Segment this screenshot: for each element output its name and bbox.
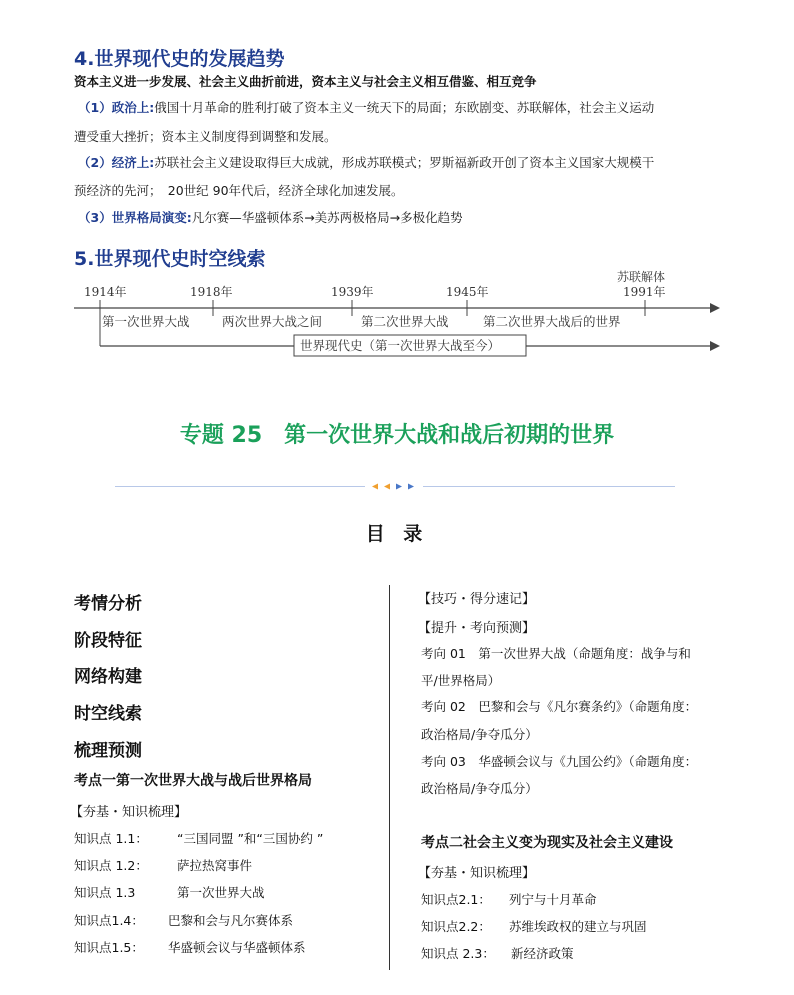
toc-point2[interactable]: 考点二社会主义变为现实及社会主义建设 — [421, 835, 673, 851]
year-1945: 1945年 — [446, 285, 489, 299]
period-interwar: 两次世界大战之间 — [222, 314, 323, 329]
toc-section-features[interactable]: 阶段特征 — [74, 631, 142, 651]
item-num: 知识点 1.2： — [74, 858, 148, 873]
toc-title: 目 录 — [365, 523, 429, 545]
toc-section-analysis[interactable]: 考情分析 — [74, 594, 142, 614]
timeline-axis-arrow — [710, 303, 720, 313]
toc-item-1-4[interactable] — [74, 911, 293, 929]
topic-title: 专题 25 第一次世界大战和战后初期的世界 — [179, 423, 615, 448]
toc-item-2-2[interactable] — [421, 917, 647, 935]
item-num: 知识点 1.1： — [74, 831, 148, 846]
item-text: 华盛顿会议与华盛顿体系 — [168, 940, 306, 955]
period-ww2: 第二次世界大战 — [361, 314, 449, 329]
pattern-label: （3）世界格局演变: — [78, 210, 192, 225]
item-num: 知识点1.5： — [74, 940, 144, 955]
year-1991: 1991年 — [623, 285, 666, 299]
toc-direction-02-cont: 政治格局/争夺瓜分） — [421, 727, 538, 742]
year-1939: 1939年 — [331, 285, 374, 299]
economy-label: （2）经济上: — [78, 155, 155, 170]
section5-heading: 5.世界现代史时空线索 — [74, 248, 266, 270]
event-1991: 苏联解体 — [617, 270, 666, 284]
item-num: 知识点2.1： — [421, 892, 491, 907]
pattern-text: 凡尔赛—华盛顿体系→美苏两极格局→多极化趋势 — [191, 210, 463, 225]
toc-bracket2: 【夯基・知识梳理】 — [418, 866, 536, 881]
politics-line2: 遭受重大挫折；资本主义制度得到调整和发展。 — [74, 129, 337, 144]
item-num: 知识点 1.3 — [74, 885, 136, 900]
item-num: 知识点2.2： — [421, 919, 491, 934]
politics-line1 — [78, 98, 654, 116]
section4-heading: 4.世界现代史的发展趋势 — [74, 48, 285, 70]
item-text: 巴黎和会与凡尔赛体系 — [168, 913, 294, 928]
toc-bracket-forecast: 【提升・考向预测】 — [418, 621, 536, 636]
overall-label: 世界现代史（第一次世界大战至今） — [300, 338, 501, 353]
timeline-diagram — [0, 262, 794, 362]
toc-direction-01-cont: 平/世界格局） — [421, 673, 501, 688]
item-text: 苏维埃政权的建立与巩固 — [509, 919, 647, 934]
deco-line-left — [115, 486, 365, 487]
toc-item-1-1[interactable] — [74, 829, 323, 847]
period-postwar: 第二次世界大战后的世界 — [483, 314, 621, 329]
deco-arrows-icon — [370, 481, 420, 492]
span-arrow — [710, 341, 720, 351]
toc-bracket1: 【夯基・知识梳理】 — [70, 805, 188, 820]
item-text: 萨拉热窝事件 — [177, 858, 253, 873]
politics-label: （1）政治上: — [78, 100, 155, 115]
toc-direction-01[interactable]: 考向 01 第一次世界大战（命题角度：战争与和 — [421, 646, 691, 661]
economy-text1: 苏联社会主义建设取得巨大成就，形成苏联模式；罗斯福新政开创了资本主义国家大规模干 — [154, 155, 655, 170]
section4-summary: 资本主义进一步发展、社会主义曲折前进，资本主义与社会主义相互借鉴、相互竞争 — [74, 74, 537, 89]
item-num: 知识点 2.3： — [421, 946, 495, 961]
economy-line1 — [78, 153, 654, 171]
politics-text1: 俄国十月革命的胜利打破了资本主义一统天下的局面；东欧剧变、苏联解体，社会主义运动 — [154, 100, 655, 115]
economy-line2: 预经济的先河； 20世纪 90年代后，经济全球化加速发展。 — [74, 183, 404, 198]
toc-point1[interactable]: 考点一第一次世界大战与战后世界格局 — [74, 773, 312, 789]
toc-direction-03-cont: 政治格局/争夺瓜分） — [421, 781, 538, 796]
toc-section-timeline[interactable]: 时空线索 — [74, 704, 142, 724]
toc-item-1-3[interactable] — [74, 883, 265, 901]
toc-bracket-skill: 【技巧・得分速记】 — [418, 592, 536, 607]
toc-item-1-2[interactable] — [74, 856, 252, 874]
item-num: 知识点1.4： — [74, 913, 144, 928]
item-text: 第一次世界大战 — [177, 885, 265, 900]
year-1918: 1918年 — [190, 285, 233, 299]
toc-section-forecast[interactable]: 梳理预测 — [74, 741, 142, 761]
item-text: 新经济政策 — [511, 946, 574, 961]
toc-item-2-3[interactable] — [421, 944, 574, 962]
item-text: 列宁与十月革命 — [509, 892, 597, 907]
toc-section-network[interactable]: 网络构建 — [74, 667, 142, 687]
item-text: “三国同盟 ”和“三国协约 ” — [177, 831, 324, 846]
pattern-line — [78, 208, 463, 226]
toc-column-divider — [389, 585, 390, 970]
year-1914: 1914年 — [84, 285, 127, 299]
toc-direction-02[interactable]: 考向 02 巴黎和会与《凡尔赛条约》（命题角度： — [421, 699, 698, 714]
period-ww1: 第一次世界大战 — [102, 314, 190, 329]
deco-line-right — [423, 486, 675, 487]
toc-item-1-5[interactable] — [74, 938, 306, 956]
toc-item-2-1[interactable] — [421, 890, 597, 908]
toc-direction-03[interactable]: 考向 03 华盛顿会议与《九国公约》（命题角度： — [421, 754, 698, 769]
